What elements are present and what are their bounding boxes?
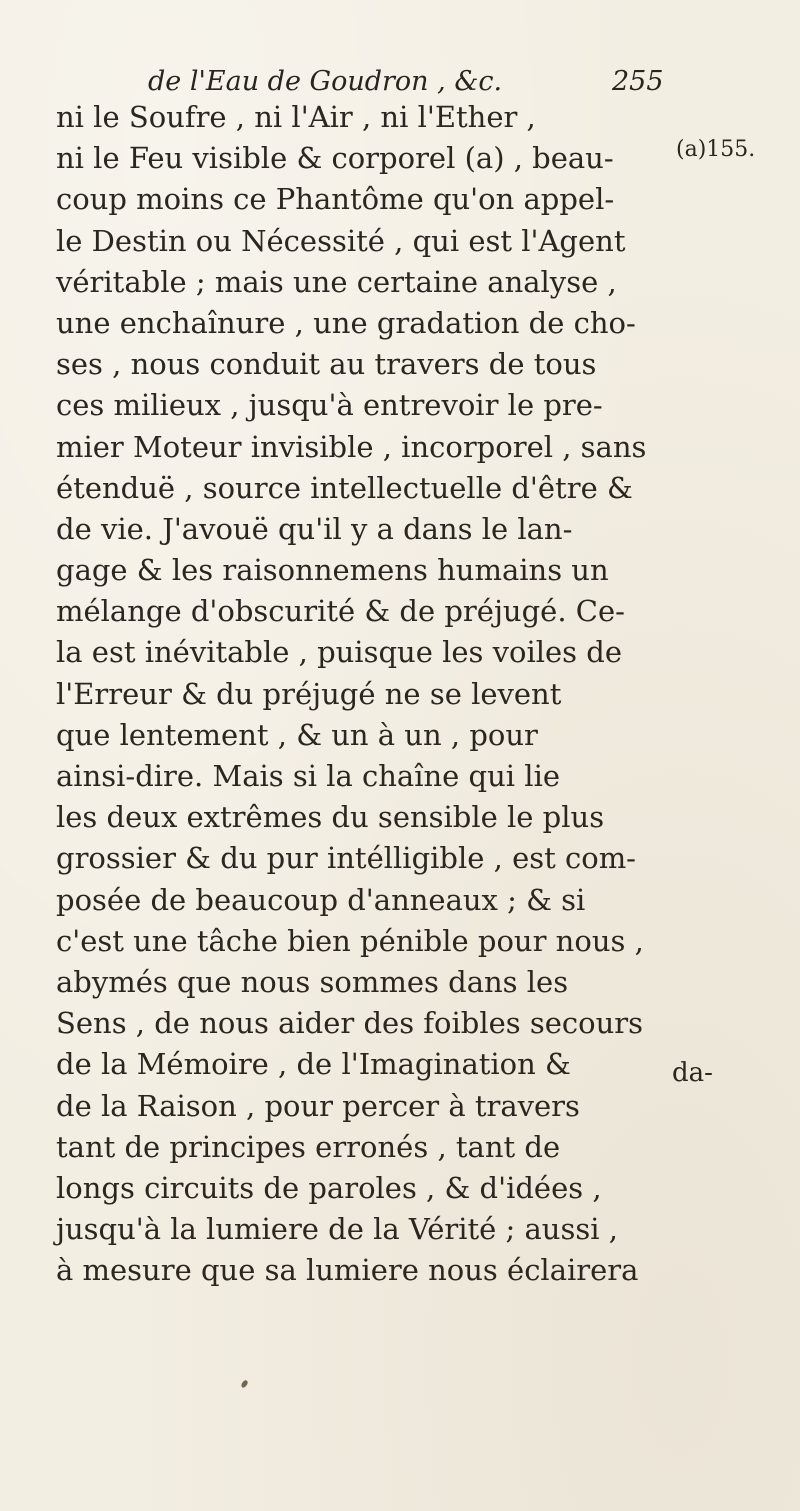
text-line: véritable ; mais une certaine analyse , xyxy=(56,264,617,299)
text-line: ni le Feu visible & corporel (a) , beau- xyxy=(56,141,614,176)
text-line: coup moins ce Phantôme qu'on appel- xyxy=(56,182,615,217)
text-line: jusqu'à la lumiere de la Vérité ; aussi , xyxy=(56,1212,618,1247)
text-line: c'est une tâche bien pénible pour nous , xyxy=(56,923,644,958)
text-line: mier Moteur invisible , incorporel , sans xyxy=(56,429,647,464)
margin-note: (a)155. xyxy=(676,137,756,162)
text-line: Sens , de nous aider des foibles secours xyxy=(56,1006,644,1041)
text-line: abymés que nous sommes dans les xyxy=(56,964,569,999)
text-line: posée de beaucoup d'anneaux ; & si xyxy=(56,882,586,917)
text-line: l'Erreur & du préjugé ne se levent xyxy=(56,676,562,711)
running-title: de l'Eau de Goudron , &c. xyxy=(148,66,503,97)
text-line: ni le Soufre , ni l'Air , ni l'Ether , xyxy=(56,100,536,134)
text-line: que lentement , & un à un , pour xyxy=(56,717,538,752)
text-line: grossier & du pur intélligible , est com- xyxy=(56,841,636,876)
body-text xyxy=(56,97,736,1291)
text-line: les deux extrêmes du sensible le plus xyxy=(56,800,605,835)
text-line: tant de principes erronés , tant de xyxy=(56,1129,561,1164)
text-line: ces milieux , jusqu'à entrevoir le pre- xyxy=(56,388,603,423)
text-line: gage & les raisonnemens humains un xyxy=(56,553,609,588)
text-line: le Destin ou Nécessité , qui est l'Agent xyxy=(56,223,626,258)
text-line: de vie. J'avouë qu'il y a dans le lan- xyxy=(56,511,573,546)
text-line: ses , nous conduit au travers de tous xyxy=(56,347,597,382)
text-line: de la Raison , pour percer à travers xyxy=(56,1088,580,1123)
text-line: longs circuits de paroles , & d'idées , xyxy=(56,1170,602,1205)
ink-speck xyxy=(240,1379,248,1388)
page-number: 255 xyxy=(612,66,664,97)
text-line: ainsi-dire. Mais si la chaîne qui lie xyxy=(56,759,561,793)
text-line: une enchaînure , une gradation de cho- xyxy=(56,305,636,340)
text-line: la est inévitable , puisque les voiles de xyxy=(56,635,623,670)
text-line: à mesure que sa lumiere nous éclairera xyxy=(56,1253,639,1288)
catchword: da- xyxy=(672,1058,713,1088)
text-line: mélange d'obscurité & de préjugé. Ce- xyxy=(56,594,625,629)
text-line: de la Mémoire , de l'Imagination & xyxy=(56,1047,571,1082)
text-line: étenduë , source intellectuelle d'être & xyxy=(56,470,633,505)
